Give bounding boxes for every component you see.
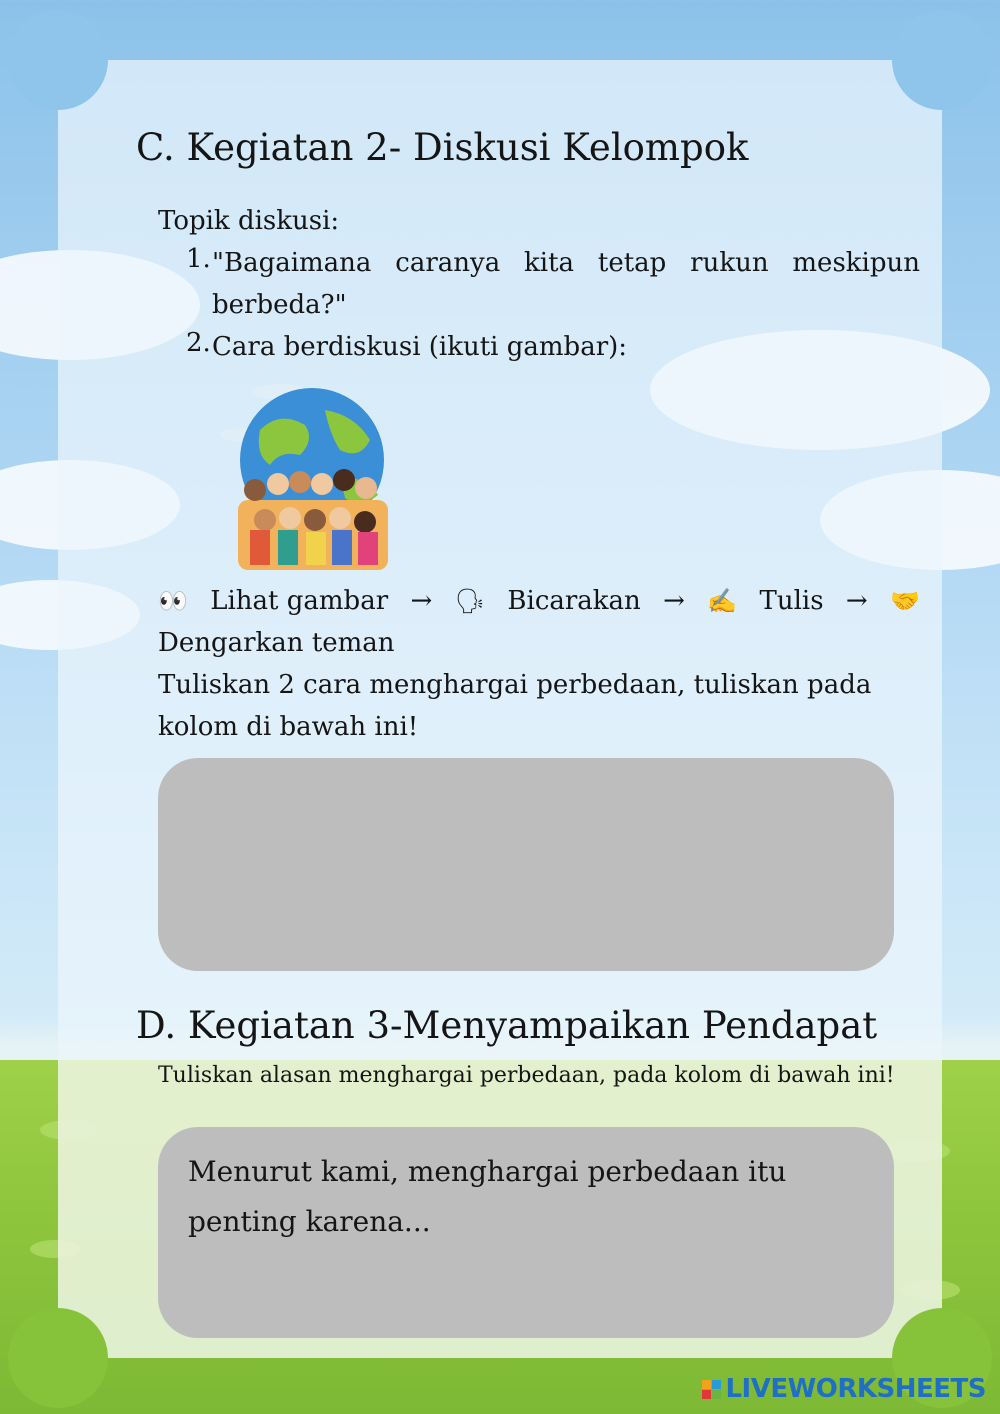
arrow-icon: →	[663, 586, 685, 616]
list-number: 1.	[186, 244, 211, 274]
list-number: 2.	[186, 328, 211, 358]
list-item: Cara berdiskusi (ikuti gambar):	[212, 332, 628, 362]
card-notch	[8, 10, 108, 110]
step-listen: Dengarkan teman	[158, 628, 395, 658]
logo-text: LIVEWORKSHEETS	[725, 1374, 986, 1404]
arrow-icon: →	[845, 586, 868, 616]
logo-icon	[702, 1380, 721, 1399]
section-d-instruction: Tuliskan alasan menghargai perbedaan, pada kolom di bawah ini!	[158, 1063, 895, 1088]
topic-label: Topik diskusi:	[158, 206, 340, 236]
answer-box-c[interactable]	[158, 758, 894, 971]
handshake-icon: 🤝	[890, 587, 920, 615]
section-c-instruction: Tuliskan 2 cara menghargai perbedaan, tuliskan pada kolom di bawah ini!	[158, 670, 872, 742]
card-notch	[8, 1308, 108, 1408]
section-c-heading: C. Kegiatan 2- Diskusi Kelompok	[136, 126, 749, 169]
diverse-people-globe-illustration	[220, 380, 400, 580]
card-notch	[892, 10, 992, 110]
step-write: Tulis	[759, 586, 824, 616]
speaking-head-icon: 🗣	[454, 587, 486, 615]
discussion-steps	[158, 580, 920, 664]
eyes-icon: 👀	[158, 587, 188, 615]
answer-prefill-text: Menurut kami, menghargai perbedaan itu penting karena...	[188, 1155, 787, 1238]
step-speak: Bicarakan	[507, 586, 641, 616]
section-d-heading: D. Kegiatan 3-Menyampaikan Pendapat	[136, 1004, 878, 1047]
answer-box-d[interactable]	[158, 1127, 894, 1338]
list-item: "Bagaimana caranya kita tetap rukun meskipun berbeda?"	[212, 248, 920, 320]
step-look: Lihat gambar	[210, 586, 389, 616]
arrow-icon: →	[410, 586, 433, 616]
writing-hand-icon: ✍	[707, 587, 738, 615]
liveworksheets-logo[interactable]	[702, 1374, 986, 1404]
